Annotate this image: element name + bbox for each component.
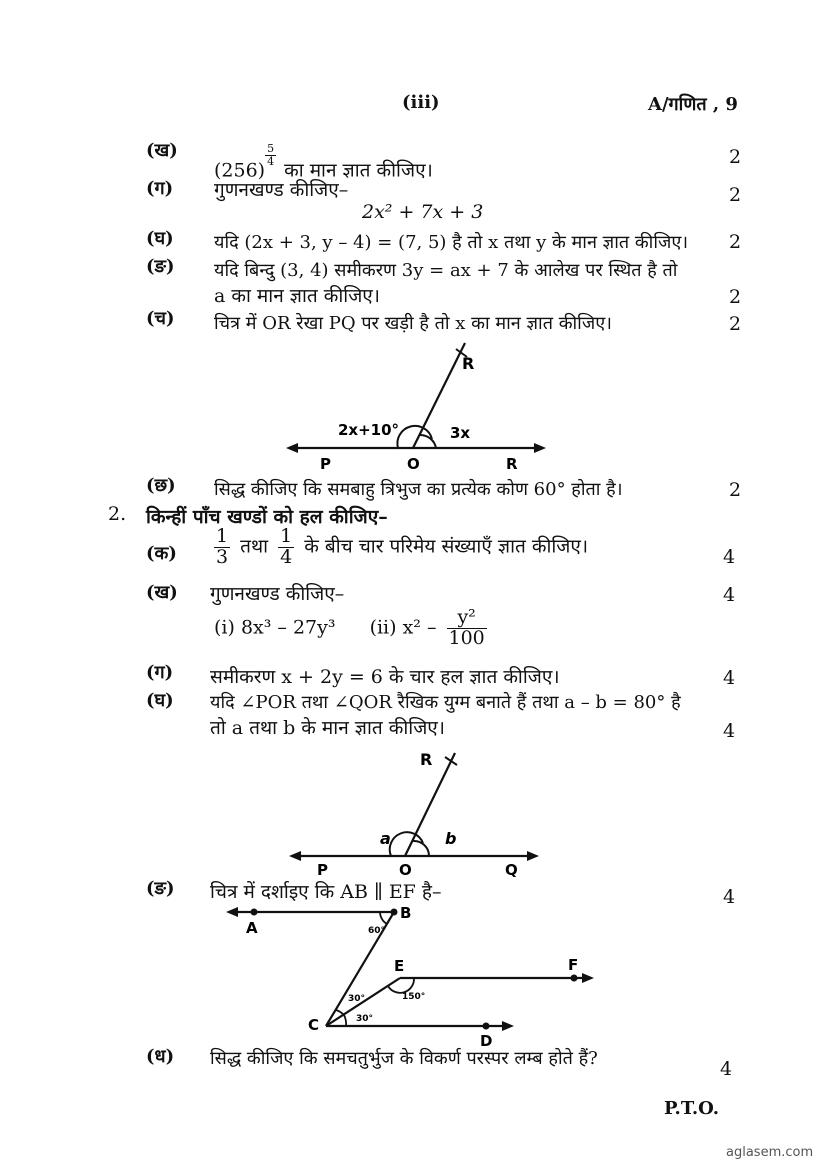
q1-gha-label: (घ) [146, 228, 174, 249]
figure-parallel-lines [222, 898, 602, 1048]
pto-note: P.T.O. [664, 1098, 720, 1119]
angle-arc-icon-2 [413, 841, 429, 856]
q2-gha-text: यदि ∠POR तथा ∠QOR रैखिक युग्म बनाते हैं तथा a – b = 80° है [210, 692, 681, 713]
q2-gha-text2: तो a तथा b के मान ज्ञात कीजिए। [210, 717, 446, 739]
label-o: O [399, 861, 412, 879]
q2-nga-marks: 4 [723, 886, 736, 908]
arrow-right-icon [582, 973, 594, 983]
arrow-left-icon [289, 851, 301, 861]
q2-ga-label: (ग) [146, 662, 174, 683]
label-f: F [568, 956, 579, 974]
q2-kha-expr [214, 608, 491, 649]
label-q: Q [505, 861, 518, 879]
q2-nga-text: चित्र में दर्शाइए कि AB ∥ EF है– [210, 881, 442, 903]
point-a [251, 909, 258, 916]
label-d: D [480, 1032, 493, 1048]
figure-linear-pair-2 [285, 745, 545, 880]
label-left-angle: 2x+10° [338, 421, 400, 439]
q1-ga-label: (ग) [146, 178, 174, 199]
q2-title: किन्हीं पाँच खण्डों को हल कीजिए– [146, 506, 388, 528]
q1-chha-text: सिद्ध कीजिए कि समबाहु त्रिभुज का प्रत्येक कोण 60° होता है। [214, 479, 623, 500]
q1-kha-label: (ख) [146, 140, 178, 161]
paper-code: A/गणित , 9 [648, 94, 738, 115]
label-q: R [506, 455, 518, 473]
label-a: A [246, 919, 258, 937]
label-o: O [407, 455, 420, 473]
q2-number: 2. [108, 503, 127, 525]
q1-nga-marks: 2 [729, 286, 742, 308]
q2-gha-label: (घ) [146, 690, 174, 711]
q2-kha-marks: 4 [723, 584, 736, 606]
q1-nga-text2: a का मान ज्ञात कीजिए। [214, 285, 380, 307]
q2-kha-label: (ख) [146, 582, 178, 603]
label-right-angle: 3x [450, 424, 471, 442]
angle-arc-b-icon [380, 912, 387, 924]
q1-nga-label: (ङ) [146, 256, 175, 277]
label-b: b [445, 829, 457, 848]
q1-kha-base: (256) [214, 159, 266, 182]
q2-ka-text [210, 527, 588, 568]
arrow-right-icon [527, 851, 539, 861]
point-d [483, 1023, 490, 1030]
expr-i: (i) 8x³ – 27y³ [214, 616, 336, 639]
angle-arc-e-icon [388, 978, 414, 993]
q1-kha-marks: 2 [729, 146, 742, 168]
q1-cha-marks: 2 [729, 313, 742, 335]
figure-linear-pair-1 [280, 335, 560, 475]
q2-dha-marks: 4 [720, 1058, 733, 1080]
q2-ga-text: समीकरण x + 2y = 6 के चार हल ज्ञात कीजिए। [210, 666, 560, 688]
q1-gha-marks: 2 [729, 231, 742, 253]
arrow-right-icon-2 [502, 1021, 514, 1031]
q2-ka-marks: 4 [723, 546, 736, 568]
fraction-one-fourth: $\frac{1}{4}$ [280, 525, 293, 568]
point-f [571, 975, 578, 982]
q1-ga-text: गुणनखण्ड कीजिए– [214, 179, 349, 201]
ray-tick-icon [445, 757, 457, 765]
angle-c2-value: 30° [356, 1014, 374, 1024]
label-r: R [462, 354, 475, 373]
q2-nga-label: (ङ) [146, 878, 175, 899]
label-p: P [317, 861, 328, 879]
label-c: C [308, 1016, 320, 1034]
q1-cha-text: चित्र में OR रेखा PQ पर खड़ी है तो x का मान ज्ञात कीजिए। [214, 313, 612, 334]
q1-ga-expr: 2x² + 7x + 3 [362, 201, 484, 223]
label-a: a [380, 829, 391, 848]
angle-e-value: 150° [402, 992, 426, 1002]
watermark: aglasem.com [726, 1145, 814, 1160]
q2-ka-question: के बीच चार परिमेय संख्याएँ ज्ञात कीजिए। [304, 535, 589, 558]
label-e: E [394, 957, 405, 975]
q1-chha-marks: 2 [729, 479, 742, 501]
q2-gha-marks: 4 [723, 720, 736, 742]
q1-cha-label: (च) [146, 308, 175, 329]
arrow-right-icon [534, 443, 546, 453]
expr-ii: (ii) x² – [369, 616, 437, 639]
q1-nga-text: यदि बिन्दु (3, 4) समीकरण 3y = ax + 7 के आलेख पर स्थित है तो [214, 260, 678, 281]
q1-ga-marks: 2 [729, 184, 742, 206]
angle-arc-c2-icon [336, 1010, 344, 1015]
arrow-left-icon [226, 907, 238, 917]
angle-b-value: 60° [368, 926, 386, 936]
q2-ka-and: तथा [240, 535, 269, 558]
q1-kha-question: का मान ज्ञात कीजिए। [284, 159, 433, 182]
arrow-left-icon [286, 443, 298, 453]
q1-gha-text: यदि (2x + 3, y – 4) = (7, 5) है तो x तथा y के मान ज्ञात कीजिए। [214, 232, 689, 253]
q2-ka-label: (क) [146, 543, 177, 564]
q2-ga-marks: 4 [723, 667, 736, 689]
q2-dha-label: (ध) [146, 1046, 175, 1067]
label-p: P [320, 455, 331, 473]
q1-kha-exponent: $\frac{5}{4}$ [267, 142, 275, 168]
angle-c1-value: 30° [348, 994, 366, 1004]
q1-chha-label: (छ) [146, 475, 176, 496]
fraction-y2-100: $\frac{\text{y²}}{100}$ [448, 606, 485, 649]
fraction-one-third: $\frac{1}{3}$ [216, 525, 229, 568]
angle-arc-c-icon [344, 1015, 346, 1026]
label-b: B [400, 904, 412, 922]
page-number: (iii) [402, 92, 440, 113]
label-r: R [420, 750, 433, 769]
angle-arc-icon-2 [420, 435, 436, 448]
q2-dha-text: सिद्ध कीजिए कि समचतुर्भुज के विकर्ण परस्पर लम्ब होते हैं? [210, 1048, 598, 1069]
q2-kha-text: गुणनखण्ड कीजिए– [210, 583, 345, 605]
